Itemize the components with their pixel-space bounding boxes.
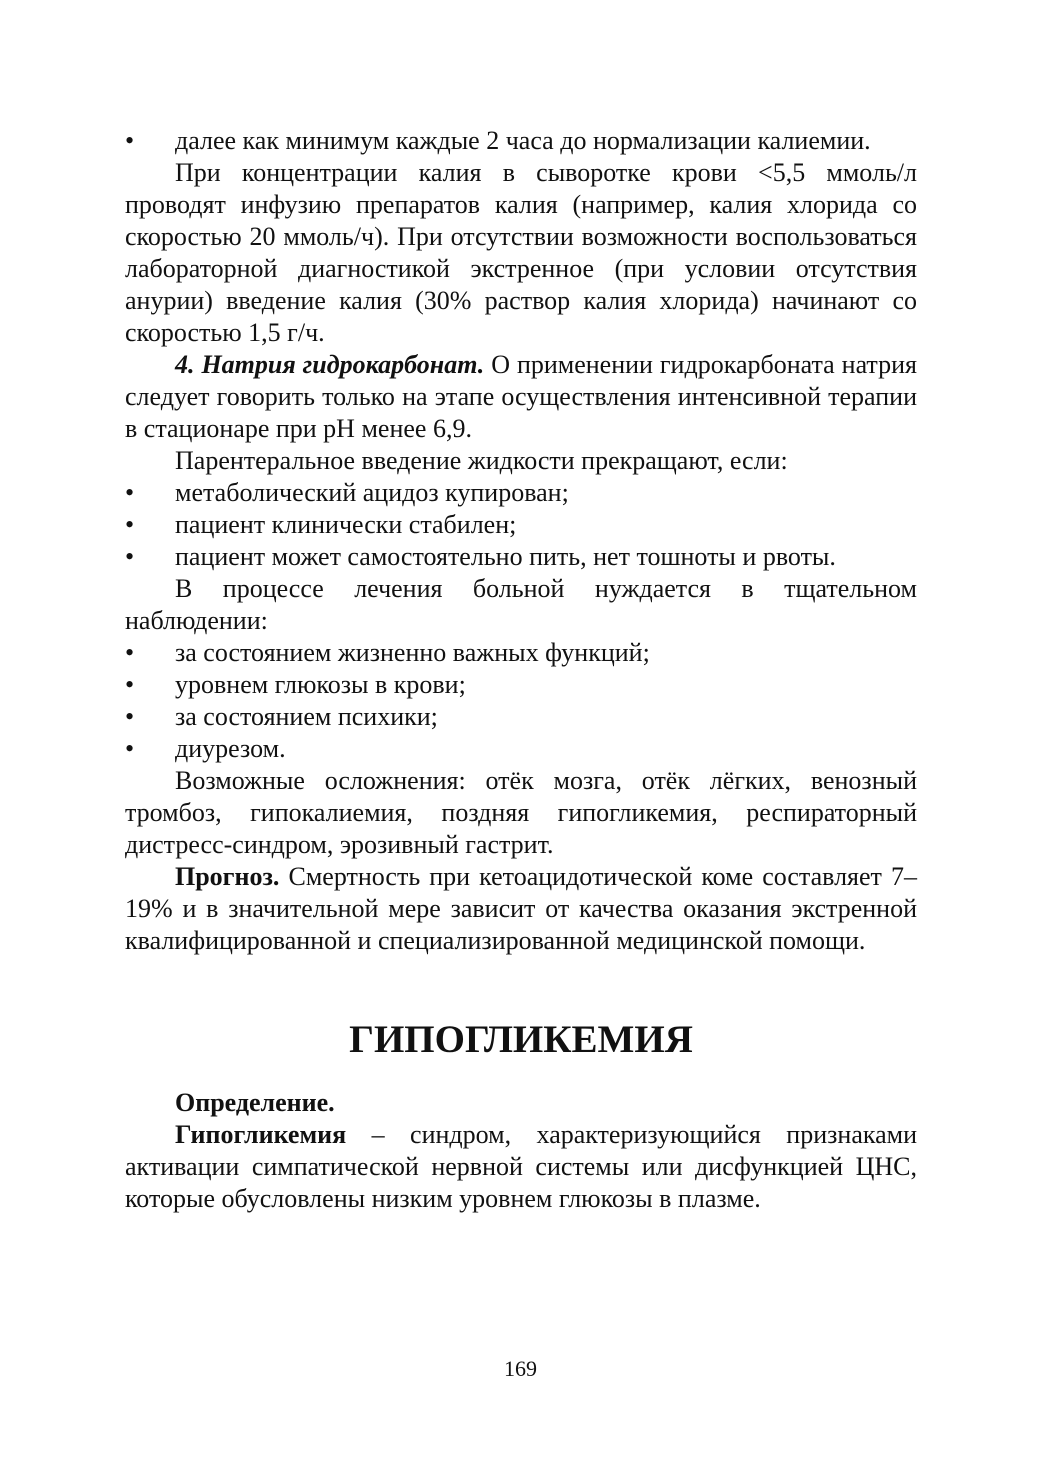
page-number: 169 (504, 1356, 537, 1381)
bullet-marker: • (125, 542, 135, 571)
bullet-text: диурезом. (175, 734, 286, 763)
page-body (125, 125, 917, 1215)
bullet-text: за состоянием жизненно важных функций; (175, 638, 650, 667)
bullet-text: уровнем глюкозы в крови; (175, 670, 466, 699)
list-item (125, 733, 917, 765)
list-item (125, 637, 917, 669)
bicarbonate-title: 4. Натрия гидрокарбонат. (175, 350, 485, 379)
definition-term: Гипогликемия (175, 1120, 347, 1149)
prognosis-text: Смертность при кетоацидотической коме составляет 7–19% и в значительной мере зависит от качества оказания экстренной квалифицированной и специализированной медицинской помощи. (125, 862, 917, 955)
list-item (125, 669, 917, 701)
bullet-text: метаболический ацидоз купирован; (175, 478, 569, 507)
bullet-marker: • (125, 734, 135, 763)
paragraph-complications: Возможные осложнения: отёк мозга, отёк лёгких, венозный тромбоз, гипокалиемия, поздняя гипогликемия, респираторный дистресс-синдром, эрозивный гастрит. (125, 766, 917, 859)
list-item (125, 125, 917, 157)
bullet-text: пациент может самостоятельно пить, нет тошноты и рвоты. (175, 542, 836, 571)
definition-text: – синдром, характеризующийся признаками активации симпатической нервной системы или дисфункцией ЦНС, которые обусловлены низким уровнем глюкозы в плазме. (125, 1120, 917, 1213)
bullet-marker: • (125, 478, 135, 507)
bullet-marker: • (125, 702, 135, 731)
paragraph-stop-intro: Парентеральное введение жидкости прекращают, если: (175, 446, 788, 475)
bullet-marker: • (125, 670, 135, 699)
definition-title (125, 1087, 917, 1119)
bicarbonate-text: О применении гидрокарбоната натрия следует говорить только на этапе осуществления интенсивной терапии в стационаре при pH менее 6,9. (125, 350, 917, 443)
paragraph-prognosis (125, 861, 917, 957)
paragraph-bicarbonate (125, 349, 917, 445)
definition-title-text: Определение. (175, 1088, 335, 1117)
prognosis-title: Прогноз. (175, 862, 280, 891)
bullet-text: пациент клинически стабилен; (175, 510, 517, 539)
bullet-text: за состоянием психики; (175, 702, 438, 731)
paragraph-monitor-intro: В процессе лечения больной нуждается в тщательном наблюдении: (125, 574, 917, 635)
list-item (125, 509, 917, 541)
paragraph-potassium: При концентрации калия в сыворотке крови <5,5 ммоль/л проводят инфузию препаратов калия (например, калия хлорида со скоростью 20 ммоль/ч). При отсутствии возможности воспользоваться лабораторной диагностикой экстренное (при условии отсутствия анурии) введение калия (30% раствор калия хлорида) начинают со скоростью 1,5 г/ч. (125, 158, 917, 347)
bullet-marker: • (125, 510, 135, 539)
section-heading: ГИПОГЛИКЕМИЯ (349, 1018, 693, 1061)
bullet-marker: • (125, 126, 135, 155)
bullet-marker: • (125, 638, 135, 667)
paragraph-definition (125, 1119, 917, 1215)
bullet-text: далее как минимум каждые 2 часа до нормализации калиемии. (175, 126, 871, 155)
list-item (125, 701, 917, 733)
list-item (125, 477, 917, 509)
list-item (125, 541, 917, 573)
